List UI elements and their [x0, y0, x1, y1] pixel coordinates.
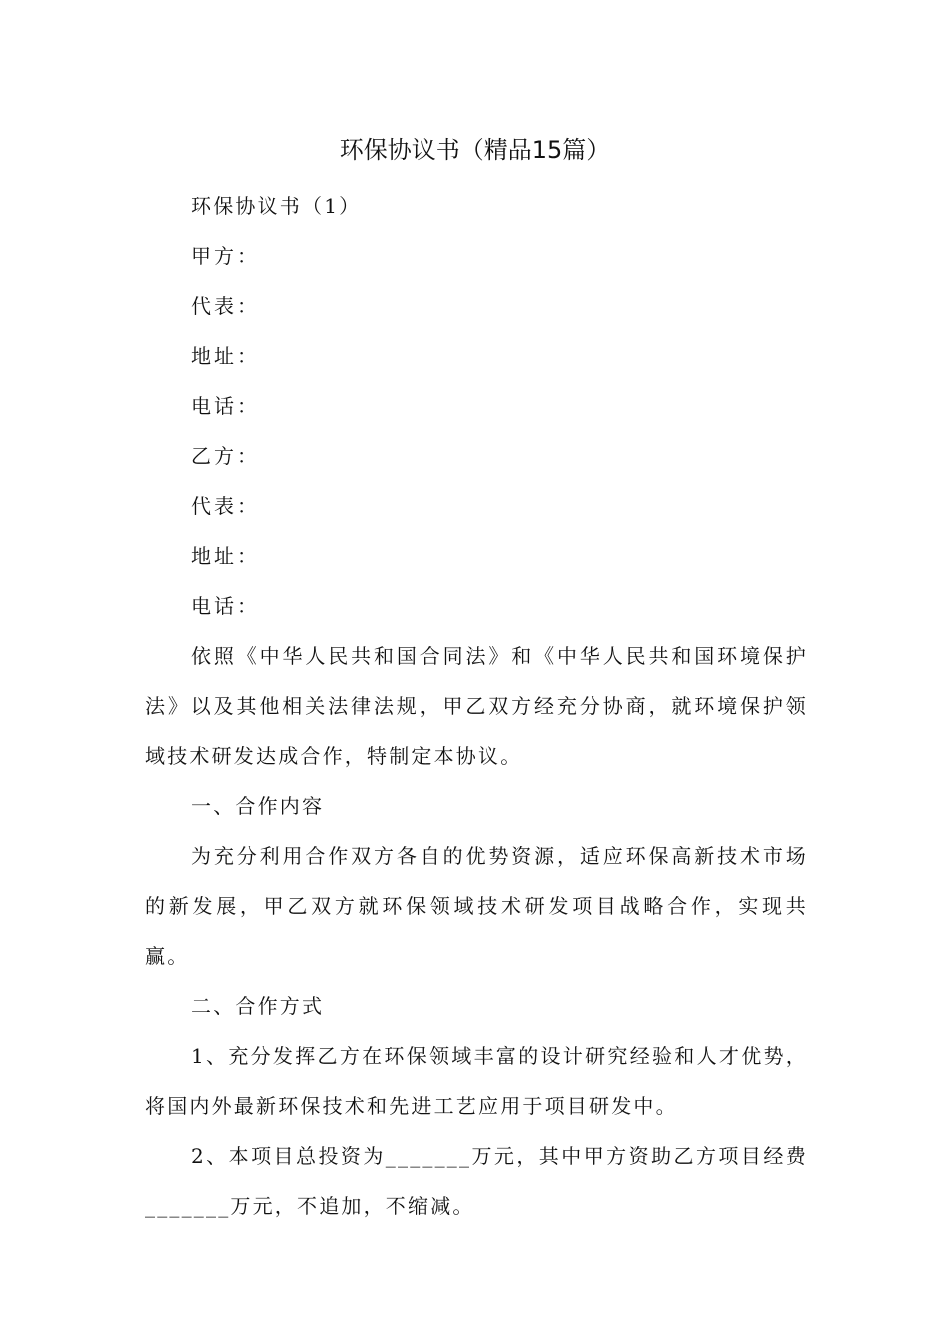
- cooperation-method-item-2: 2、本项目总投资为_______万元，其中甲方资助乙方项目经费_______万元，不追加，不缩减。: [145, 1144, 808, 1218]
- party-a-phone: 电话：: [191, 394, 260, 418]
- cooperation-content-paragraph: 为充分利用合作双方各自的优势资源，适应环保高新技术市场的新发展，甲乙双方就环保领域技术研发项目战略合作，实现共赢。: [145, 844, 808, 968]
- party-a-label: 甲方：: [191, 244, 260, 268]
- section-heading: 环保协议书（1）: [191, 194, 362, 218]
- clause-heading-cooperation-content: 一、合作内容: [191, 794, 325, 818]
- document-title: 环保协议书（精品15篇）: [339, 136, 611, 164]
- preamble-paragraph: 依照《中华人民共和国合同法》和《中华人民共和国环境保护法》以及其他相关法律法规，甲乙双方经充分协商，就环境保护领域技术研发达成合作，特制定本协议。: [145, 644, 808, 768]
- party-a-representative: 代表：: [191, 294, 260, 318]
- party-b-representative: 代表：: [191, 494, 260, 518]
- party-a-address: 地址：: [191, 344, 260, 368]
- cooperation-method-item-1: 1、充分发挥乙方在环保领域丰富的设计研究经验和人才优势，将国内外最新环保技术和先进工艺应用于项目研发中。: [145, 1044, 808, 1118]
- clause-heading-cooperation-method: 二、合作方式: [191, 994, 325, 1018]
- party-b-address: 地址：: [191, 544, 260, 568]
- party-b-phone: 电话：: [191, 594, 260, 618]
- document-body: [145, 181, 808, 1231]
- party-b-label: 乙方：: [191, 444, 260, 468]
